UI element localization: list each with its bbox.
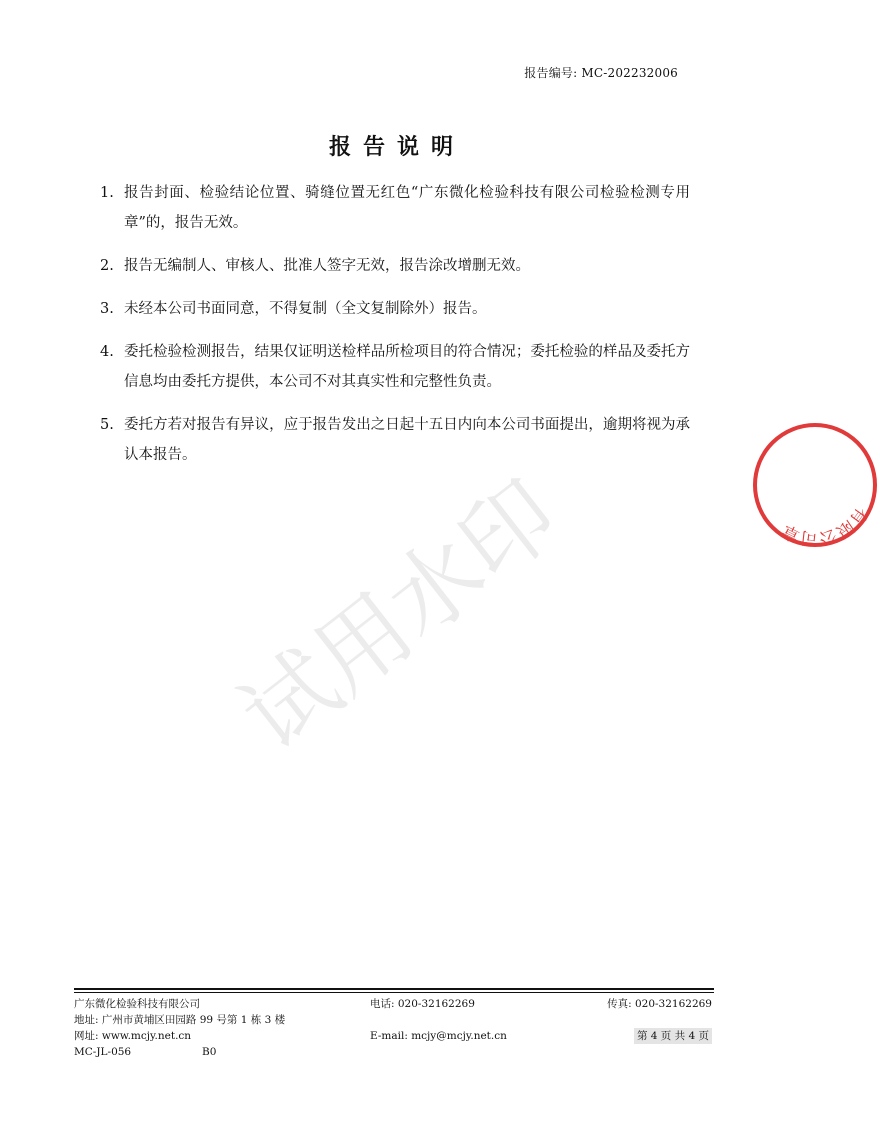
note-number: 2.	[100, 258, 114, 274]
list-item	[100, 251, 690, 281]
trial-watermark: 试用水印	[221, 460, 578, 772]
footer-fax: 传真: 020-32162269	[607, 998, 712, 1010]
note-text: 报告封面、检验结论位置、骑缝位置无红色“广东微化检验科技有限公司检验检测专用章”的，报告无效。	[124, 185, 690, 231]
footer-divider	[74, 988, 714, 990]
company-seal-stamp	[750, 420, 880, 550]
report-number: 报告编号: MC-202232006	[524, 66, 678, 80]
note-text: 委托方若对报告有异议，应于报告发出之日起十五日内向本公司书面提出，逾期将视为承认本报告。	[124, 417, 690, 463]
page-footer	[74, 988, 714, 1060]
list-item	[100, 294, 690, 324]
note-text: 未经本公司书面同意，不得复制（全文复制除外）报告。	[124, 301, 487, 317]
list-item	[100, 337, 690, 397]
note-number: 1.	[100, 185, 114, 201]
list-item	[100, 178, 690, 238]
footer-page-number: 第 4 页 共 4 页	[634, 1028, 712, 1044]
page-title: 报告说明	[328, 134, 465, 160]
footer-company: 广东微化检验科技有限公司	[74, 998, 200, 1010]
footer-divider	[74, 992, 714, 993]
note-text: 报告无编制人、审核人、批准人签字无效，报告涂改增删无效。	[124, 258, 530, 274]
note-number: 5.	[100, 417, 114, 433]
footer-form-code: MC-JL-056	[74, 1046, 132, 1058]
note-number: 3.	[100, 301, 114, 317]
footer-form-version: B0	[202, 1046, 217, 1058]
notes-list	[100, 178, 690, 483]
svg-text:有限公司章: 有限公司章	[779, 502, 872, 549]
footer-website: 网址: www.mcjy.net.cn	[74, 1030, 192, 1042]
list-item	[100, 410, 690, 470]
note-text: 委托检验检测报告，结果仅证明送检样品所检项目的符合情况；委托检验的样品及委托方信息均由委托方提供，本公司不对其真实性和完整性负责。	[124, 344, 690, 390]
footer-email: E-mail: mcjy@mcjy.net.cn	[370, 1030, 507, 1042]
footer-phone: 电话: 020-32162269	[370, 998, 475, 1010]
note-number: 4.	[100, 344, 114, 360]
footer-address: 地址: 广州市黄埔区田园路 99 号第 1 栋 3 楼	[74, 1014, 286, 1026]
